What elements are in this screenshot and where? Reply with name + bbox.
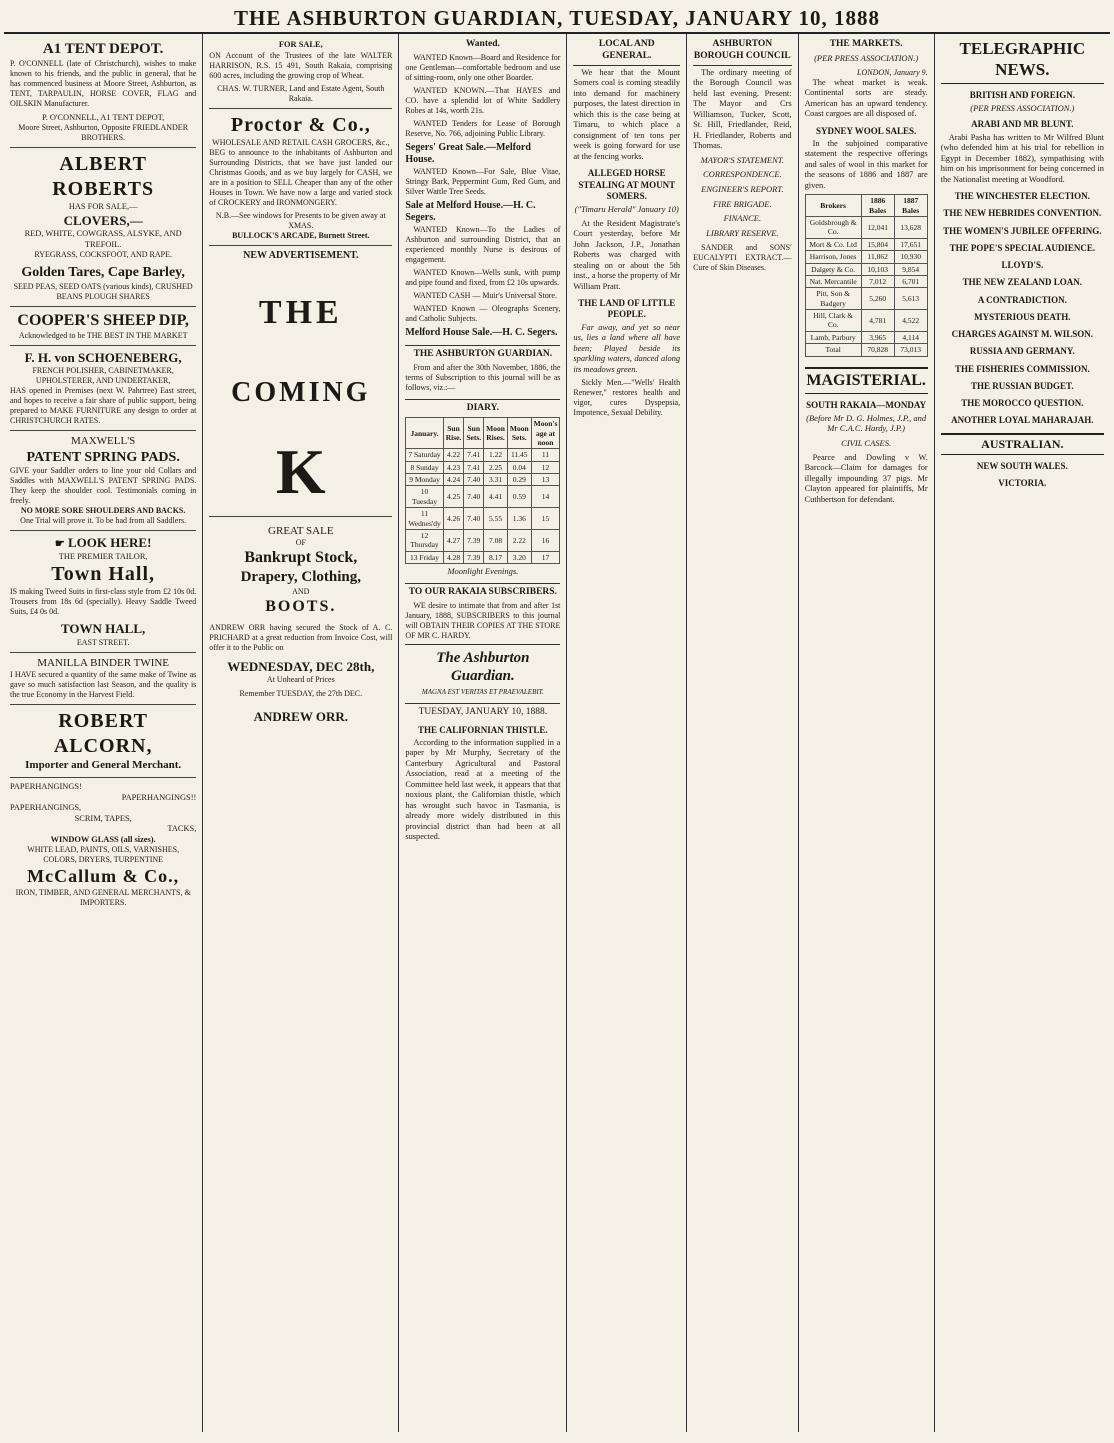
ad-body: P. O'CONNELL (late of Christchurch), wishes to make known to his friends, and the public in general, that he has commenced business at Moore Street, Ashburton, as TENT, TARPAULIN, HORSE COVER, FLAG and OILSKIN Manufacturer.	[10, 58, 197, 108]
table-cell: 7.41	[464, 449, 484, 461]
ad-lookhere	[10, 535, 196, 552]
table-cell: 7.40	[464, 508, 484, 530]
table-cell: 12 Thursday	[406, 529, 443, 551]
issue-date: TUESDAY, JANUARY 10, 1888.	[405, 703, 560, 719]
table-cell: 9,854	[894, 263, 927, 275]
table-cell: 7.39	[464, 529, 484, 551]
section-heading: THE MARKETS.	[829, 39, 903, 49]
table-cell: 73,013	[894, 344, 927, 356]
table-cell: 2.22	[507, 529, 531, 551]
ad-address: Moore Street, Ashburton, Opposite FRIEDLANDER BROTHERS.	[18, 123, 189, 143]
ad-robert-alcorn	[10, 705, 196, 778]
article-title: SYDNEY WOOL SALES.	[815, 125, 917, 136]
ad-address: TOWN HALL,	[61, 621, 146, 637]
section-heading: TO OUR RAKAIA SUBSCRIBERS.	[405, 583, 560, 599]
ad-title: Proctor & Co.,	[230, 113, 371, 136]
classified-item: WANTED CASH — Muir's Universal Store.	[413, 290, 557, 300]
table-cell: 3,965	[861, 331, 894, 343]
table-cell: 15,804	[861, 238, 894, 250]
table-cell: 7 Saturday	[406, 449, 443, 461]
table-cell: 7.39	[464, 551, 484, 563]
table-cell: Goldsbrough & Co.	[805, 217, 861, 239]
motto: MAGNA EST VERITAS ET PRAEVALEBIT.	[421, 688, 544, 696]
table-cell: 5,260	[861, 288, 894, 310]
article-source: ("Timaru Herald" January 10)	[574, 204, 679, 214]
subscription-terms: From and after the 30th November, 1886, the terms of Subscription to this journal will be as follows, viz.:—	[405, 363, 561, 393]
ad-sign: CHAS. W. TURNER, Land and Estate Agent, South Rakaia.	[217, 83, 385, 103]
classified-item: WANTED Tenders for Lease of Borough Reserve, No. 766, adjoining Public Library.	[405, 118, 561, 138]
table-cell: 16	[531, 529, 560, 551]
table-cell: 13,628	[894, 217, 927, 239]
ad-address: BULLOCK'S ARCADE, Burnett Street.	[232, 230, 370, 240]
article-body: At the Resident Magistrate's Court yesterday, before Mr John Jackson, J.P., Jonathan Roberts was charged with stealing on or about the 5th inst., a horse the property of Mr William Pratt.	[573, 218, 681, 291]
table-cell: 10 Tuesday	[406, 486, 443, 508]
ad-health: Sickly Men.—"Wells' Health Renewer," restores health and vigor, cures Dyspepsia, Impotence, Sexual Debility.	[573, 378, 681, 418]
table-cell: 4,114	[894, 331, 927, 343]
article-subhead: CORRESPONDENCE.	[703, 169, 782, 180]
column-2	[203, 34, 399, 1432]
ad-body: GIVE your Saddler orders to line your old Collars and Saddles with MAXWELL'S PATENT SPRING PADS. They keep the shoulder cool. Testimonials coming in freely.	[10, 466, 197, 505]
section-subhead: BRITISH AND FOREIGN.	[969, 89, 1075, 100]
pointing-hand-icon: ☛	[54, 538, 65, 550]
table-cell: 0.29	[507, 474, 531, 486]
ad-title: ROBERT ALCORN,	[53, 710, 153, 758]
table-cell: 10,930	[894, 251, 927, 263]
table-cell: 5,613	[894, 288, 927, 310]
ad-line: RYEGRASS, COCKSFOOT, AND RAPE.	[34, 250, 172, 259]
table-cell: 7.41	[464, 461, 484, 473]
ad-title: MANILLA BINDER TWINE	[37, 656, 170, 669]
table-cell: 7.40	[464, 486, 484, 508]
table-cell: 4.27	[443, 529, 464, 551]
table-header-cell: Sun Sets.	[464, 418, 484, 449]
table-cell: 13	[531, 474, 560, 486]
ad-body: ANDREW ORR having secured the Stock of A. C. PRICHARD at a great reduction from Invoice Cost, will offer it to the Public on	[209, 623, 393, 652]
ad-bankrupt-sale	[209, 517, 392, 730]
court-bench: (Before Mr D. G. Holmes, J.P., and Mr C.A.C. Hardy, J.P.)	[806, 412, 927, 434]
article-title: THE LAND OF LITTLE PEOPLE.	[578, 298, 676, 320]
table-cell: 4,522	[894, 310, 927, 332]
ad-subtitle: WHOLESALE AND RETAIL CASH GROCERS, &c.,	[212, 137, 390, 147]
ad-subtitle: FRENCH POLISHER, CABINETMAKER, UPHOLSTERER, AND UNDERTAKER,	[32, 365, 174, 385]
classified-heading: Sale at Melford House.—H. C. Segers.	[405, 199, 536, 224]
ad-line: WEDNESDAY, DEC 28th,	[227, 659, 375, 674]
table-row	[406, 461, 560, 473]
table-row	[805, 263, 927, 275]
article-title: RUSSIA AND GERMANY.	[969, 346, 1075, 357]
section-heading: TELEGRAPHIC NEWS.	[941, 36, 1104, 84]
table-row	[406, 449, 560, 461]
ad-coming-k	[209, 246, 392, 517]
table-cell: 8 Sunday	[406, 461, 443, 473]
table-cell: Pitt, Son & Badgery	[805, 288, 861, 310]
notice-body: WE desire to intimate that from and after 1st January, 1888, SUBSCRIBERS to this journal will OBTAIN THEIR COPIES AT THE STORE OF MR C. HARDY.	[405, 600, 561, 640]
article-subhead: FINANCE.	[723, 213, 762, 224]
ad-title: McCallum & Co.,	[27, 866, 180, 886]
ad-proctor	[209, 109, 392, 246]
section-source: (PER PRESS ASSOCIATION.)	[970, 102, 1075, 113]
diary-note: Moonlight Evenings.	[447, 566, 519, 576]
table-cell: 11	[531, 449, 560, 461]
ad-line: Remember TUESDAY, the 27th DEC.	[239, 689, 363, 699]
ad-line: RED, WHITE, COWGRASS, ALSYKE, AND TREFOIL.	[24, 229, 182, 249]
court-place: SOUTH RAKAIA—MONDAY	[806, 399, 927, 410]
ad-subtitle: PATENT SPRING PADS.	[26, 449, 180, 465]
table-cell: 15	[531, 508, 560, 530]
ad-title: Town Hall,	[51, 563, 156, 586]
article-subhead: LIBRARY RESERVE.	[706, 227, 779, 238]
section-heading: DIARY.	[405, 399, 560, 415]
table-cell: 7.08	[484, 529, 508, 551]
ad-for-sale	[209, 36, 392, 109]
ad-body: ON Account of the Trustees of the late WALTER HARRISON, R.S. 15 491, South Rakaia, comprising 600 acres, including the growing crop of Wheat.	[209, 50, 393, 80]
table-cell: 0.59	[507, 486, 531, 508]
table-row	[805, 251, 927, 263]
ad-town-hall-tailor	[10, 531, 196, 653]
table-cell: 12	[531, 461, 560, 473]
table-header-cell: 1887 Bales	[894, 195, 927, 217]
table-cell: Dalgety & Co.	[805, 263, 861, 275]
table-header-cell: 1886 Bales	[861, 195, 894, 217]
table-cell: 4.41	[484, 486, 508, 508]
article-title: ARABI AND MR BLUNT.	[971, 119, 1074, 130]
classified-item: WANTED Known—To the Ladies of Ashburton and surrounding District, that an experienced monthly Nurse is desirous of engagement.	[405, 224, 561, 264]
ad-footer: One Trial will prove it. To be had from all Saddlers.	[20, 516, 187, 525]
ad-street: EAST STREET.	[76, 637, 130, 647]
column-6	[799, 34, 935, 1432]
column-5	[687, 34, 798, 1432]
ad-albert-roberts	[10, 148, 196, 306]
table-row	[805, 275, 927, 287]
ad-title: F. H. von SCHOENEBERG,	[24, 349, 182, 365]
table-header-cell: January.	[406, 418, 443, 449]
article-title: ALLEGED HORSE STEALING AT MOUNT SOMERS.	[578, 168, 676, 201]
table-cell: 1.22	[484, 449, 508, 461]
poem-body: Far away, and yet so near us, lies a land where all have been; Played beside its sparkling waters, danced along its meadows green.	[573, 322, 681, 374]
masthead	[4, 4, 1110, 34]
ad-subtitle: HAS FOR SALE,—	[68, 202, 138, 212]
article-title: THE CALIFORNIAN THISTLE.	[418, 724, 548, 735]
ad-line: WINDOW GLASS (all sizes).	[50, 834, 156, 844]
ad-coming: COMING	[231, 376, 371, 408]
table-cell: 8.17	[484, 551, 508, 563]
ad-line: TACKS,	[167, 824, 197, 833]
ad-line: PAPERHANGINGS!!	[121, 792, 197, 802]
article-body: In the subjoined comparative statement the respective offerings and sales of wool in this market for the seasons of 1886 and 1887 are given.	[804, 138, 928, 190]
table-cell: 4.28	[443, 551, 464, 563]
ad-line: WHITE LEAD, PAINTS, OILS, VARNISHES, COLORS, DRYERS, TURPENTINE	[27, 845, 180, 864]
article-title: ANOTHER LOYAL MAHARAJAH.	[951, 415, 1094, 426]
ad-line: PAPERHANGINGS!	[10, 782, 82, 791]
table-row	[406, 508, 560, 530]
section-subhead: VICTORIA.	[998, 477, 1047, 488]
table-header-cell: Moon Sets.	[507, 418, 531, 449]
table-cell: 17	[531, 551, 560, 563]
section-heading: AUSTRALIAN.	[941, 433, 1104, 455]
table-cell: 6,701	[894, 275, 927, 287]
table-cell: 4.25	[443, 486, 464, 508]
classified-item: WANTED Known—Wells sunk, with pump and pipe found and fixed, from £2 10s upwards.	[405, 267, 561, 287]
ad-line: SEED PEAS, SEED OATS (various kinds), CRUSHED BEANS PLOUGH SHARES	[13, 281, 193, 301]
article-title: THE NEW HEBRIDES CONVENTION.	[943, 208, 1102, 219]
section-heading: MAGISTERIAL.	[805, 367, 928, 394]
classified-heading: Melford House Sale.—H. C. Segers.	[405, 326, 558, 338]
dateline: LONDON, January 9.	[857, 67, 928, 77]
table-cell: 3.31	[484, 474, 508, 486]
nameplate: The Ashburton Guardian.	[405, 644, 560, 687]
table-cell: Harrison, Jones	[805, 251, 861, 263]
ad-line: BOOTS.	[265, 598, 337, 615]
article-body: The ordinary meeting of the Borough Council was held last evening. Present: The Mayor and Crs Williamson, Tucker, Scott, St. Hill, Friedlander, Reid, H. Friedlander, Roberts and Thomas.	[693, 67, 792, 151]
article-title: CHARGES AGAINST M. WILSON.	[951, 329, 1094, 340]
wool-sales-table	[805, 194, 928, 356]
table-row	[805, 238, 927, 250]
ad-line: Drapery, Clothing,	[240, 569, 362, 586]
ad-title: COOPER'S SHEEP DIP,	[17, 311, 189, 329]
article-body: According to the information supplied in a paper by Mr Murphy, Secretary of the Canterbury Agricultural and Pastoral Association, read at a meeting of the Committee held last week, it appears that that noxious plant, the Californian thistle, which has wrought such havoc in Tasmania, is already more widely distributed in this provincial district than had been at all suspected.	[405, 737, 561, 842]
table-cell: 10,103	[861, 263, 894, 275]
article-body: The wheat market is weak. Continental sorts are steady. American has an upward tendency. Coast cargoes are all disposed of.	[804, 77, 928, 118]
section-subhead: NEW SOUTH WALES.	[976, 460, 1068, 471]
article-title: THE NEW ZEALAND LOAN.	[962, 277, 1083, 288]
table-row	[406, 529, 560, 551]
table-cell: Lamb, Parbury	[805, 331, 861, 343]
ad-line: PAPERHANGINGS,	[10, 803, 82, 812]
table-row	[805, 217, 927, 239]
ad-schoeneberg	[10, 346, 196, 431]
table-row	[805, 288, 927, 310]
column-4	[567, 34, 687, 1432]
ad-manilla-twine	[10, 653, 196, 706]
table-cell: 4.26	[443, 508, 464, 530]
court-subhead: CIVIL CASES.	[841, 438, 892, 448]
table-row	[805, 310, 927, 332]
article-title: THE WINCHESTER ELECTION.	[954, 191, 1090, 202]
article-subhead: MAYOR'S STATEMENT.	[700, 154, 785, 165]
table-cell: 17,651	[894, 238, 927, 250]
ad-line: At Unheard of Prices	[266, 675, 335, 685]
column-7	[935, 34, 1110, 1432]
table-cell: 12,041	[861, 217, 894, 239]
table-cell: 11.45	[507, 449, 531, 461]
ad-tagline: NO MORE SORE SHOULDERS AND BACKS.	[20, 506, 186, 515]
ad-lookhere-text: LOOK HERE!	[67, 535, 152, 550]
table-cell: 11 Wednes'dy	[406, 508, 443, 530]
ad-subtitle: THE PREMIER TAILOR,	[58, 551, 148, 561]
table-row	[805, 344, 927, 356]
ad-body: IS making Tweed Suits in first-class style from £2 10s 0d. Trousers from 18s 6d (specially). Heavy Saddle Tweed Suits, £4 0s 0d.	[10, 587, 197, 617]
article-title: THE POPE'S SPECIAL AUDIENCE.	[949, 242, 1096, 253]
table-cell: 9 Monday	[406, 474, 443, 486]
classified-item: WANTED Known—Board and Residence for one Gentleman—comfortable bedroom and use of sitting-room, only one other Boarder.	[405, 52, 561, 82]
table-cell: 7.40	[464, 474, 484, 486]
ad-sign: ANDREW ORR.	[253, 709, 348, 725]
table-header-cell: Brokers	[805, 195, 861, 217]
table-header-cell: Sun Rise.	[443, 418, 464, 449]
article-subhead: FIRE BRIGADE.	[713, 198, 772, 209]
ad-maxwell-pads	[10, 431, 196, 531]
ad-title: MAXWELL'S	[70, 434, 136, 447]
table-cell: Hill, Clark & Co.	[805, 310, 861, 332]
table-cell: Mort & Co. Ltd	[805, 238, 861, 250]
ad-paperhangings	[10, 778, 196, 912]
ad-line: Golden Tares, Cape Barley,	[21, 265, 185, 280]
ad-line: AND	[292, 587, 310, 596]
ad-sanders: SANDER and SONS' EUCALYPTI EXTRACT.—Cure of Skin Diseases.	[693, 242, 792, 272]
table-cell: Total	[805, 344, 861, 356]
column-3	[399, 34, 567, 1432]
table-cell: 2.25	[484, 461, 508, 473]
ad-body: I HAVE secured a quantity of the same make of Twine as gave so much satisfaction last Season, and the quality is the true Economy in the Harvest Field.	[10, 670, 197, 700]
section-heading: THE ASHBURTON GUARDIAN.	[405, 345, 560, 361]
ad-line: OF	[295, 538, 306, 548]
article-body: Arabi Pasha has written to Mr Wilfred Blunt (who defended him at his trial for rebellion in Egypt in December 1882), sympathising with him on his imprisonment for being concerned in the Nationalist meeting at Woodford.	[940, 132, 1104, 184]
section-heading: Wanted.	[465, 39, 500, 49]
classified-item: WANTED Known—For Sale, Blue Vitae, Stringy Bark, Peppermint Gum, Red Gum, and Silver Wattle Tree Seeds.	[405, 166, 561, 196]
table-cell: 3.20	[507, 551, 531, 563]
classified-item: WANTED KNOWN.—That HAYES and CO. have a splendid lot of White Saddlery Robes at 14s, worth 21s.	[405, 85, 561, 115]
table-cell: 14	[531, 486, 560, 508]
ad-title: ALBERT ROBERTS	[52, 153, 155, 201]
ad-body: BEG to announce to the inhabitants of Ashburton and Surrounding Districts, that we have just landed our Christmas Goods, and as we buy largely for CASH, we are in a position to SELL Cheaper than any of the other Houses in Town. We have now a large and varied stock of CROCKERY and IRONMONGERY.	[209, 147, 393, 207]
masthead-title: THE ASHBURTON GUARDIAN, TUESDAY, JANUARY 10, 1888	[234, 6, 880, 30]
article-title: THE WOMEN'S JUBILEE OFFERING.	[943, 225, 1102, 236]
table-row	[406, 551, 560, 563]
ad-sign: P. O'CONNELL, A1 TENT DEPOT,	[42, 112, 165, 122]
ad-body: HAS opened in Premises (next W. Pahrtree) East street, and hopes to receive a fair share of public support, being prepared to MAKE FURNITURE any design to order at CHRISTCHURCH RATES.	[10, 385, 197, 425]
ad-note: N.B.—See windows for Presents to be given away at XMAS.	[215, 210, 386, 230]
article-title: THE MOROCCO QUESTION.	[961, 398, 1084, 409]
article-title: MYSTERIOUS DEATH.	[974, 311, 1071, 322]
article-title: THE FISHERIES COMMISSION.	[954, 363, 1090, 374]
table-cell: Nat. Mercantile	[805, 275, 861, 287]
diary-table	[405, 417, 560, 564]
newspaper-page	[4, 4, 1110, 1435]
article-title: LLOYD'S.	[1001, 260, 1044, 271]
ad-subtitle: IRON, TIMBER, AND GENERAL MERCHANTS, & IMPORTERS.	[15, 887, 191, 907]
ad-subtitle: Importer and General Merchant.	[25, 759, 182, 772]
table-cell: 4.24	[443, 474, 464, 486]
table-cell: 7,012	[861, 275, 894, 287]
table-row	[805, 331, 927, 343]
table-cell: 1.36	[507, 508, 531, 530]
article-body: We hear that the Mount Somers coal is coming steadily into demand for machinery purposes, the latest direction in which this is the case being at Timaru, to which place a consignment of ten tons per week is going forward for use at the fencing works.	[573, 67, 681, 161]
table-cell: 4.22	[443, 449, 464, 461]
table-cell: 0.04	[507, 461, 531, 473]
court-body: Pearce and Dowling v W. Barcock—Claim for damages for illegally impounding 37 pigs. Mr Clayton appeared for plaintiffs, Mr Cuthbertson for defendant.	[804, 452, 928, 504]
table-row	[406, 486, 560, 508]
ad-title: FOR SALE,	[278, 40, 323, 49]
ad-a1-tent-depot	[10, 36, 196, 148]
ad-subtitle: Acknowledged to be THE BEST IN THE MARKET	[18, 330, 188, 340]
classified-item: WANTED Known — Oleographs Scenery, and Catholic Subjects.	[405, 303, 561, 323]
ad-k: K	[275, 435, 326, 507]
ad-line: SCRIM, TAPES,	[74, 813, 132, 823]
table-cell: 11,862	[861, 251, 894, 263]
table-cell: 4,781	[861, 310, 894, 332]
article-subhead: ENGINEER'S REPORT.	[701, 184, 784, 194]
section-heading: LOCAL AND GENERAL.	[573, 36, 680, 66]
article-title: THE RUSSIAN BUDGET.	[971, 380, 1074, 391]
columns	[4, 34, 1110, 1432]
table-header-cell: Moon's age at noon	[531, 418, 560, 449]
table-cell: 5.55	[484, 508, 508, 530]
article-title: A CONTRADICTION.	[977, 294, 1067, 305]
classified-heading: Segers' Great Sale.—Melford House.	[405, 141, 531, 166]
section-heading: ASHBURTON BOROUGH COUNCIL	[693, 36, 791, 66]
section-source: (PER PRESS ASSOCIATION.)	[814, 52, 919, 63]
table-header-cell: Moon Rises.	[484, 418, 508, 449]
ad-line: CLOVERS,—	[63, 212, 143, 228]
table-row	[406, 474, 560, 486]
table-cell: 13 Friday	[406, 551, 443, 563]
ad-the: THE	[258, 294, 343, 331]
ad-line: Bankrupt Stock,	[244, 549, 358, 567]
table-cell: 70,828	[861, 344, 894, 356]
table-cell: 4.23	[443, 461, 464, 473]
ad-title: A1 TENT DEPOT.	[42, 41, 164, 57]
column-1	[4, 34, 203, 1432]
ad-header: NEW ADVERTISEMENT.	[243, 249, 359, 261]
ad-line: GREAT SALE	[268, 524, 334, 537]
ad-coopers-sheep-dip	[10, 307, 196, 346]
